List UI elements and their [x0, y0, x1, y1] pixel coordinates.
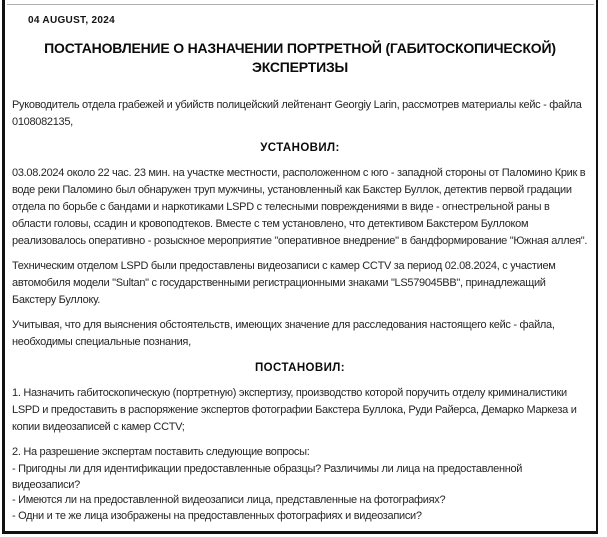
- established-paragraph-3: Учитывая, что для выяснения обстоятельств, имеющих значение для расследования настоящего кейс - файла, необходимы специальные познания,: [12, 319, 555, 348]
- intro-paragraph: Руководитель отдела грабежей и убийств полицейский лейтенант Georgiy Larin, рассмотрев материалы кейс - файла 0108082135,: [12, 99, 582, 128]
- resolved-item-2: 2. На разрешение экспертам поставить следующие вопросы:: [12, 446, 310, 458]
- document-content: [5, 5, 596, 531]
- resolved-heading: ПОСТАНОВИЛ:: [255, 362, 345, 374]
- document-page: [2, 0, 598, 534]
- document-title: ПОСТАНОВЛЕНИЕ О НАЗНАЧЕНИИ ПОРТРЕТНОЙ (ГАБИТОСКОПИЧЕСКОЙ) ЭКСПЕРТИЗЫ: [44, 40, 556, 75]
- established-paragraph-2: Техническим отделом LSPD были предоставлены видеозаписи с камер CCTV за период 02.08.2024, с участием автомобиля модели "Sultan" с государственными регистрационными знаками "LS579045BB", принадлежащий Бакстеру Буллоку.: [12, 260, 556, 306]
- established-paragraph-1: 03.08.2024 около 22 час. 23 мин. на участке местности, расположенном с юго - западной стороны от Паломино Крик в воде реки Паломино был обнаружен труп мужчины, установленный как Бакстер Буллок, детектив первой градации отдела по борьбе с бандами и наркотиками LSPD с телесными повреждениями в виде - огнестрельной раны в области головы, ссадин и кровоподтеков. Вместе с тем установлено, что детективом Бакстером Буллоком реализовалось оперативно - розыскное мероприятие "оперативное внедрение" в бандформирование "Южная аллея".: [12, 167, 588, 247]
- question-1: - Пригодны ли для идентификации предоставленные образцы? Различимы ли лица на предоставленной видеозаписи?: [12, 463, 523, 491]
- question-3: - Одни и те же лица изображены на предоставленных фотографиях и видеозаписи?: [12, 509, 422, 522]
- expert-questions-block: [12, 444, 588, 524]
- document-date: 04 AUGUST, 2024: [28, 15, 115, 26]
- resolved-item-1: 1. Назначить габитоскопическую (портретную) экспертизу, производство которой поручить отделу криминалистики LSPD и предоставить в распоряжение экспертов фотографии Бакстера Буллока, Руди Райерса, Демарко Маркеза и копии видеозаписей с камер CCTV;: [12, 387, 577, 433]
- question-2: - Имеются ли на предоставленной видеозаписи лица, представленные на фотографиях?: [12, 494, 446, 506]
- established-heading: УСТАНОВИЛ:: [260, 142, 340, 154]
